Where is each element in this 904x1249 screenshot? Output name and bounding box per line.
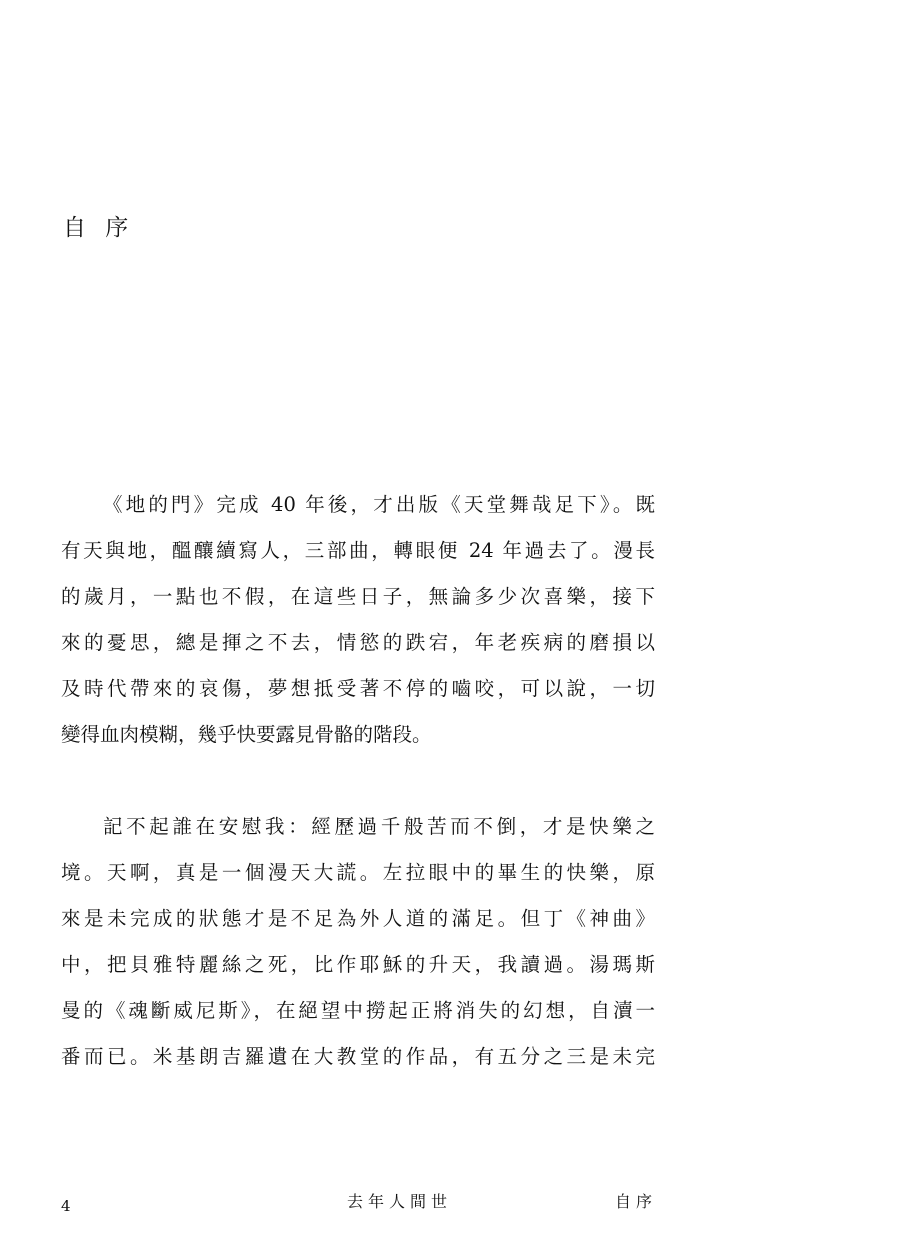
paragraph-line: 來的憂思，總是揮之不去，情慾的跌宕，年老疾病的磨損以 [61,631,655,654]
paragraph-line: 記不起誰在安慰我：經歷過千般苦而不倒，才是快樂之 [103,815,655,838]
paragraph-line: 中，把貝雅特麗絲之死，比作耶穌的升天，我讀過。湯瑪斯 [61,953,655,976]
running-section-title: 自序 [615,1192,658,1211]
paragraph-line: 《地的門》完成 40 年後，才出版《天堂舞哉足下》。既 [103,493,655,516]
paragraph-line: 變得血肉模糊，幾乎快要露見骨骼的階段。 [61,723,432,746]
chapter-title: 自 序 [63,215,135,241]
paragraph-line: 曼的《魂斷威尼斯》，在絕望中撈起正將消失的幻想，自瀆一 [61,999,655,1022]
paragraph-line: 境。天啊，真是一個漫天大謊。左拉眼中的畢生的快樂，原 [61,861,655,884]
paragraph-line: 的歲月，一點也不假，在這些日子，無論多少次喜樂，接下 [61,585,655,608]
page-number: 4 [61,1197,71,1215]
running-book-title: 去年人間世 [347,1192,453,1211]
paragraph-line: 番而已。米基朗吉羅遺在大教堂的作品，有五分之三是未完 [61,1045,655,1068]
paragraph-1 [61,482,655,758]
paragraph-line: 及時代帶來的哀傷，夢想抵受著不停的嚙咬，可以說，一切 [61,677,655,700]
paragraph-2 [61,804,655,1080]
paragraph-line: 有天與地，醞釀續寫人，三部曲，轉眼便 24 年過去了。漫長 [61,539,655,562]
paragraph-line: 來是未完成的狀態才是不足為外人道的滿足。但丁《神曲》 [61,907,655,930]
